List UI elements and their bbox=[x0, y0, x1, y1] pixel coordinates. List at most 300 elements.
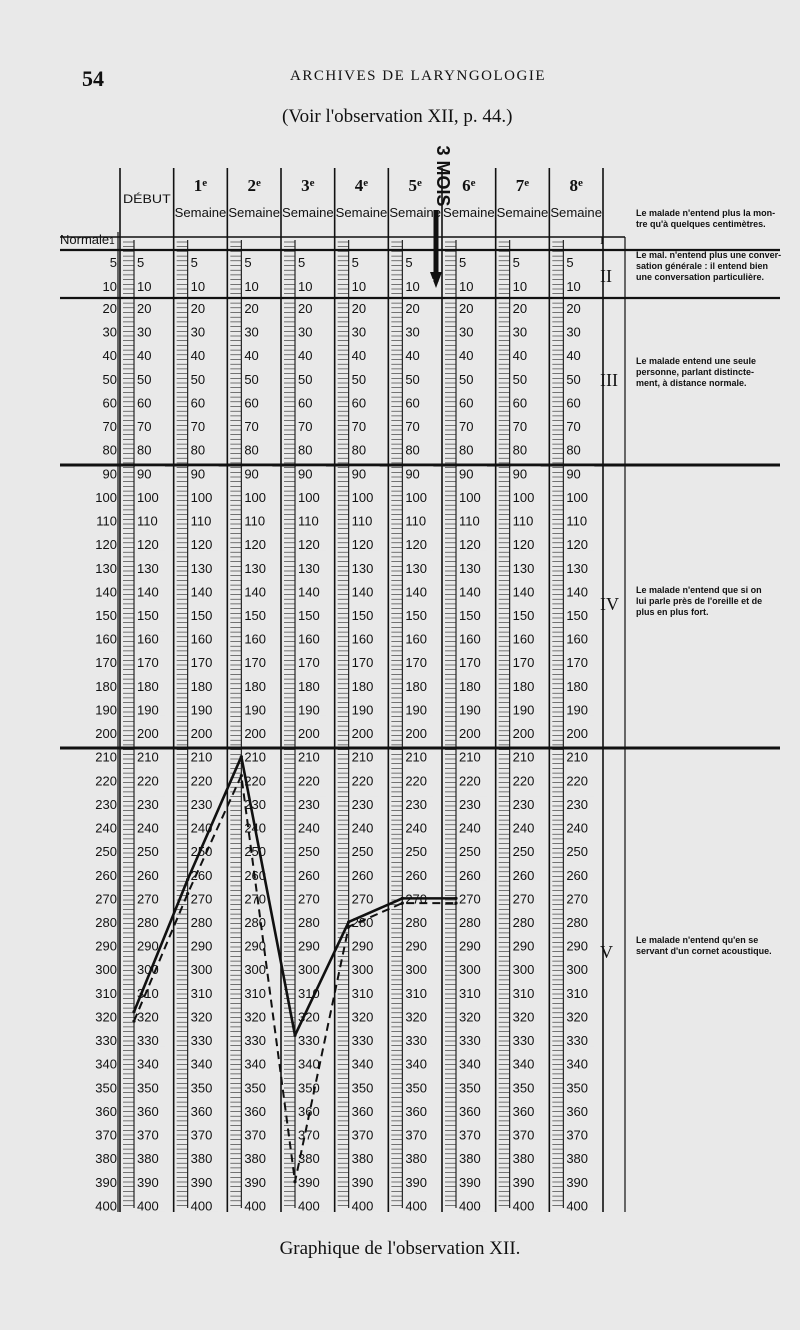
scale-value: 380 bbox=[244, 1151, 267, 1167]
scale-value: 30 bbox=[137, 324, 152, 340]
scale-value: 220 bbox=[351, 773, 374, 789]
scale-value: 280 bbox=[351, 914, 374, 930]
scale-value: 360 bbox=[244, 1103, 267, 1119]
scale-value: 270 bbox=[351, 891, 374, 907]
scale-value: 330 bbox=[137, 1033, 159, 1049]
data-point bbox=[293, 1034, 296, 1037]
scale-value: 400 bbox=[566, 1198, 589, 1214]
scale-value: 30 bbox=[512, 324, 528, 340]
scale-value: 180 bbox=[459, 678, 481, 694]
scale-value: 150 bbox=[190, 607, 213, 623]
scale-value: 290 bbox=[566, 938, 589, 954]
scale-value: 90 bbox=[244, 466, 259, 482]
scale-value: 280 bbox=[512, 914, 535, 930]
scale-value: 290 bbox=[405, 938, 428, 954]
scale-value: 250 bbox=[512, 844, 535, 860]
scale-value: 370 bbox=[137, 1127, 159, 1143]
scale-value: 390 bbox=[190, 1174, 213, 1190]
scale-value: 380 bbox=[459, 1151, 481, 1167]
grade-text: plus en plus fort. bbox=[636, 607, 709, 617]
reference-note: (Voir l'observation XII, p. 44.) bbox=[282, 106, 513, 127]
column-number: 4e bbox=[354, 176, 369, 195]
scale-value: 360 bbox=[566, 1103, 589, 1119]
scale-value: 370 bbox=[566, 1127, 589, 1143]
column-number: 5e bbox=[408, 176, 422, 195]
scale-value: 100 bbox=[459, 489, 481, 505]
scale-value: 30 bbox=[566, 324, 581, 340]
row-label: 350 bbox=[95, 1080, 117, 1096]
scale-value: 260 bbox=[244, 867, 267, 883]
scale-value: 180 bbox=[190, 678, 213, 694]
scale-value: 300 bbox=[459, 962, 481, 978]
marker-label: 3 MOIS bbox=[433, 145, 453, 207]
data-point bbox=[240, 774, 243, 777]
scale-value: 150 bbox=[137, 607, 159, 623]
scale-value: 60 bbox=[405, 395, 420, 411]
scale-value: 390 bbox=[459, 1174, 481, 1190]
scale-value: 130 bbox=[512, 560, 535, 576]
scale-value: 90 bbox=[405, 466, 420, 482]
scale-value: 80 bbox=[512, 442, 528, 458]
scale-value: 370 bbox=[244, 1127, 267, 1143]
row-label: 20 bbox=[102, 301, 117, 316]
scale-value: 170 bbox=[405, 655, 428, 671]
scale-value: 100 bbox=[298, 489, 320, 505]
scale-value: 340 bbox=[459, 1056, 481, 1072]
grade-text: Le mal. n'entend plus une conver- bbox=[636, 250, 782, 260]
scale-value: 330 bbox=[190, 1033, 213, 1049]
scale-value: 300 bbox=[298, 962, 320, 978]
scale-value: 230 bbox=[190, 796, 213, 812]
scale-value: 130 bbox=[298, 560, 320, 576]
scale-value: 300 bbox=[405, 962, 428, 978]
scale-value: 10 bbox=[405, 279, 420, 294]
scale-value: 180 bbox=[405, 678, 428, 694]
scale-value: 320 bbox=[298, 1009, 320, 1025]
grade-note bbox=[600, 250, 781, 286]
scale-value: 350 bbox=[190, 1080, 213, 1096]
row-label: 150 bbox=[95, 607, 117, 623]
scale-value: 320 bbox=[512, 1009, 535, 1025]
scale-value: 250 bbox=[459, 844, 481, 860]
scale-value: 120 bbox=[512, 537, 535, 553]
scale-value: 20 bbox=[351, 301, 367, 316]
scale-value: 380 bbox=[190, 1151, 213, 1167]
scale-value: 360 bbox=[137, 1103, 159, 1119]
grade-text: ment, à distance normale. bbox=[636, 378, 747, 388]
scale-value: 330 bbox=[351, 1033, 374, 1049]
scale-value: 180 bbox=[566, 678, 589, 694]
scale-value: 300 bbox=[137, 962, 159, 978]
row-label: 60 bbox=[102, 395, 117, 411]
scale-value: 40 bbox=[190, 348, 206, 364]
scale-value: 290 bbox=[351, 938, 374, 954]
scale-value: 80 bbox=[244, 442, 259, 458]
scale-value: 290 bbox=[459, 938, 481, 954]
scale-value: 380 bbox=[512, 1151, 535, 1167]
scale-value: 20 bbox=[566, 301, 581, 316]
week-scale bbox=[552, 240, 594, 1213]
scale-value: 30 bbox=[298, 324, 313, 340]
scale-value: 40 bbox=[566, 348, 581, 364]
row-label: 110 bbox=[96, 513, 117, 529]
row-label: 280 bbox=[95, 914, 117, 930]
scale-value: 230 bbox=[405, 796, 428, 812]
scale-value: 240 bbox=[137, 820, 159, 836]
scale-value: 20 bbox=[512, 301, 528, 316]
scale-value: 60 bbox=[566, 395, 581, 411]
scale-value: 300 bbox=[566, 962, 589, 978]
scale-value: 270 bbox=[459, 891, 481, 907]
scale-value: 360 bbox=[405, 1103, 428, 1119]
scale-value: 170 bbox=[298, 655, 320, 671]
scale-value: 170 bbox=[244, 655, 267, 671]
grade-numeral: V bbox=[600, 942, 613, 962]
scale-value: 190 bbox=[512, 702, 535, 718]
scale-value: 50 bbox=[512, 371, 528, 387]
scale-value: 400 bbox=[244, 1198, 267, 1214]
scale-value: 110 bbox=[566, 513, 588, 529]
grade-annotations bbox=[600, 208, 781, 962]
scale-value: 350 bbox=[298, 1080, 320, 1096]
scale-value: 160 bbox=[190, 631, 213, 647]
scale-value: 120 bbox=[351, 537, 374, 553]
scale-value: 400 bbox=[137, 1198, 159, 1214]
row-label: 140 bbox=[95, 584, 117, 600]
scale-value: 240 bbox=[298, 820, 320, 836]
scale-value: 400 bbox=[351, 1198, 374, 1214]
scale-value: 120 bbox=[298, 537, 320, 553]
scale-value: 180 bbox=[298, 678, 320, 694]
scale-value: 110 bbox=[459, 513, 480, 529]
scale-value: 90 bbox=[566, 466, 581, 482]
scale-value: 30 bbox=[405, 324, 420, 340]
column-label: DÉBUT bbox=[123, 192, 164, 206]
scale-value: 220 bbox=[244, 773, 267, 789]
scale-value: 250 bbox=[190, 844, 213, 860]
scale-value: 250 bbox=[244, 844, 267, 860]
row-label: 210 bbox=[95, 749, 117, 765]
row-label: 90 bbox=[102, 466, 117, 482]
scale-value: 90 bbox=[351, 466, 367, 482]
grade-text: personne, parlant distincte- bbox=[636, 367, 755, 377]
scale-value: 240 bbox=[351, 820, 374, 836]
scale-value: 180 bbox=[351, 678, 374, 694]
scale-value: 370 bbox=[512, 1127, 535, 1143]
scale-value: 10 bbox=[459, 279, 474, 294]
scale-value: 380 bbox=[298, 1151, 320, 1167]
grade-note bbox=[600, 585, 762, 617]
scale-value: 10 bbox=[512, 279, 528, 294]
scale-value: 310 bbox=[298, 985, 320, 1001]
scale-value: 310 bbox=[190, 985, 213, 1001]
scale-value: 210 bbox=[512, 749, 535, 765]
scale-value: 260 bbox=[351, 867, 374, 883]
scale-value: 360 bbox=[190, 1103, 213, 1119]
scale-value: 130 bbox=[137, 560, 159, 576]
data-point bbox=[454, 901, 457, 904]
scale-value: 20 bbox=[190, 301, 206, 316]
scale-value: 10 bbox=[137, 279, 152, 294]
scale-value: 210 bbox=[566, 749, 589, 765]
scale-value: 220 bbox=[190, 773, 213, 789]
scale-value: 220 bbox=[405, 773, 428, 789]
scale-value: 310 bbox=[459, 985, 481, 1001]
scale-value: 260 bbox=[298, 867, 320, 883]
scale-value: 90 bbox=[459, 466, 474, 482]
week-scale bbox=[499, 240, 541, 1213]
page-number: 54 bbox=[82, 66, 104, 91]
scale-value: 110 bbox=[190, 513, 212, 529]
data-point bbox=[401, 897, 404, 900]
scale-value: 400 bbox=[512, 1198, 535, 1214]
scale-value: 360 bbox=[512, 1103, 535, 1119]
scale-value: 140 bbox=[298, 584, 320, 600]
scale-value: 360 bbox=[351, 1103, 374, 1119]
row-label: 230 bbox=[95, 796, 117, 812]
scale-value: 10 bbox=[244, 279, 259, 294]
scale-value: 90 bbox=[137, 466, 152, 482]
scale-value: 340 bbox=[137, 1056, 159, 1072]
scale-value: 100 bbox=[244, 489, 267, 505]
row-label: 400 bbox=[95, 1198, 117, 1214]
scale-value: 230 bbox=[298, 796, 320, 812]
column-number: 1e bbox=[193, 176, 208, 195]
scale-value: 240 bbox=[190, 820, 213, 836]
column-number: 8e bbox=[569, 176, 583, 195]
week-scale bbox=[338, 240, 380, 1213]
scale-value: 240 bbox=[512, 820, 535, 836]
grade-text: servant d'un cornet acoustique. bbox=[636, 946, 772, 956]
scale-value: 20 bbox=[459, 301, 474, 316]
scale-value: 80 bbox=[459, 442, 474, 458]
scale-value: 260 bbox=[137, 867, 159, 883]
grade-text: Le malade n'entend qu'en se bbox=[636, 935, 759, 945]
data-point bbox=[293, 1180, 296, 1183]
scale-value: 70 bbox=[351, 419, 367, 435]
scale-value: 260 bbox=[405, 867, 428, 883]
scale-value: 190 bbox=[405, 702, 428, 718]
row-label: 160 bbox=[95, 631, 117, 647]
scale-value: 5 bbox=[566, 255, 574, 270]
scale-value: 50 bbox=[459, 371, 474, 387]
row-label: 250 bbox=[95, 844, 117, 860]
scale-value: 140 bbox=[351, 584, 374, 600]
row-label: 290 bbox=[95, 938, 117, 954]
scale-value: 5 bbox=[405, 255, 413, 270]
scale-value: 110 bbox=[298, 513, 319, 529]
scale-value: 170 bbox=[137, 655, 159, 671]
scale-value: 210 bbox=[405, 749, 428, 765]
scale-value: 100 bbox=[137, 489, 159, 505]
scale-value: 5 bbox=[351, 255, 359, 270]
scale-value: 5 bbox=[459, 255, 467, 270]
scale-value: 250 bbox=[351, 844, 374, 860]
scale-value: 140 bbox=[244, 584, 267, 600]
scale-value: 240 bbox=[566, 820, 589, 836]
scale-value: 50 bbox=[244, 371, 259, 387]
scale-value: 370 bbox=[351, 1127, 374, 1143]
scale-value: 310 bbox=[351, 985, 374, 1001]
scale-value: 310 bbox=[512, 985, 535, 1001]
row-label: 10 bbox=[102, 279, 117, 294]
scale-value: 150 bbox=[351, 607, 374, 623]
scale-value: 240 bbox=[405, 820, 428, 836]
scale-value: 320 bbox=[244, 1009, 267, 1025]
scale-value: 210 bbox=[351, 749, 374, 765]
scale-value: 290 bbox=[298, 938, 320, 954]
column-label: Semaine bbox=[443, 205, 495, 220]
scale-value: 220 bbox=[459, 773, 481, 789]
scale-value: 150 bbox=[405, 607, 428, 623]
row-label: 120 bbox=[95, 537, 117, 553]
grade-numeral: III bbox=[600, 370, 618, 390]
scale-value: 350 bbox=[405, 1080, 428, 1096]
column-label: Semaine bbox=[228, 205, 280, 220]
scale-value: 190 bbox=[351, 702, 374, 718]
scale-value: 340 bbox=[512, 1056, 535, 1072]
scale-value: 120 bbox=[405, 537, 428, 553]
column-label: Semaine bbox=[174, 205, 227, 220]
scale-value: 210 bbox=[137, 749, 159, 765]
row-label: 200 bbox=[95, 726, 117, 742]
scale-value: 370 bbox=[190, 1127, 213, 1143]
scale-value: 60 bbox=[190, 395, 206, 411]
scale-value: 360 bbox=[459, 1103, 481, 1119]
row-label: 320 bbox=[95, 1009, 117, 1025]
scale-value: 390 bbox=[298, 1174, 320, 1190]
scale-value: 160 bbox=[137, 631, 159, 647]
scale-value: 40 bbox=[244, 348, 259, 364]
scale-value: 110 bbox=[244, 513, 266, 529]
scale-value: 110 bbox=[351, 513, 373, 529]
scale-value: 160 bbox=[459, 631, 481, 647]
scale-value: 120 bbox=[244, 537, 267, 553]
scale-value: 300 bbox=[351, 962, 374, 978]
scale-value: 310 bbox=[566, 985, 589, 1001]
column-number: 2e bbox=[247, 176, 261, 195]
row-labels bbox=[60, 232, 117, 1213]
scale-value: 100 bbox=[405, 489, 428, 505]
scale-value: 210 bbox=[244, 749, 267, 765]
scale-value: 150 bbox=[459, 607, 481, 623]
scale-value: 160 bbox=[512, 631, 535, 647]
scale-value: 60 bbox=[512, 395, 528, 411]
scale-value: 50 bbox=[137, 371, 152, 387]
scale-value: 270 bbox=[137, 891, 159, 907]
scale-value: 80 bbox=[298, 442, 313, 458]
scale-value: 40 bbox=[459, 348, 474, 364]
scale-value: 60 bbox=[351, 395, 367, 411]
scale-value: 10 bbox=[351, 279, 367, 294]
scale-value: 70 bbox=[244, 419, 259, 435]
row-label: 360 bbox=[95, 1103, 117, 1119]
scale-value: 390 bbox=[351, 1174, 374, 1190]
week-scale bbox=[177, 240, 219, 1213]
scale-value: 360 bbox=[298, 1103, 320, 1119]
row-label: 100 bbox=[95, 489, 117, 505]
scale-value: 350 bbox=[137, 1080, 159, 1096]
scale-value: 230 bbox=[566, 796, 589, 812]
scale-value: 310 bbox=[405, 985, 428, 1001]
scale-value: 320 bbox=[190, 1009, 213, 1025]
scale-value: 60 bbox=[459, 395, 474, 411]
scale-value: 190 bbox=[137, 702, 159, 718]
scale-value: 270 bbox=[190, 891, 213, 907]
scale-value: 270 bbox=[566, 891, 589, 907]
scale-value: 300 bbox=[244, 962, 267, 978]
scale-value: 50 bbox=[405, 371, 420, 387]
scale-value: 5 bbox=[244, 255, 252, 270]
data-point bbox=[401, 901, 404, 904]
scale-value: 290 bbox=[190, 938, 213, 954]
scale-value: 390 bbox=[405, 1174, 428, 1190]
row-label: 70 bbox=[102, 419, 117, 435]
row-label: 340 bbox=[95, 1056, 117, 1072]
scale-value: 380 bbox=[405, 1151, 428, 1167]
scale-value: 370 bbox=[405, 1127, 428, 1143]
scale-value: 280 bbox=[405, 914, 428, 930]
scale-value: 190 bbox=[459, 702, 481, 718]
scale-value: 150 bbox=[512, 607, 535, 623]
scale-value: 50 bbox=[351, 371, 367, 387]
data-point bbox=[186, 892, 189, 895]
scale-value: 120 bbox=[137, 537, 159, 553]
chart-caption: Graphique de l'observation XII. bbox=[279, 1238, 521, 1259]
week-scale bbox=[391, 240, 433, 1213]
data-point bbox=[132, 1010, 135, 1013]
scale-value: 100 bbox=[566, 489, 589, 505]
scale-value: 270 bbox=[298, 891, 320, 907]
column-number: 6e bbox=[462, 176, 476, 195]
row-label: 370 bbox=[95, 1127, 117, 1143]
scale-value: 260 bbox=[512, 867, 535, 883]
scale-value: 10 bbox=[566, 279, 581, 294]
scale-value: 90 bbox=[298, 466, 313, 482]
scale-value: 240 bbox=[459, 820, 481, 836]
scale-value: 120 bbox=[459, 537, 481, 553]
scale-value: 130 bbox=[405, 560, 428, 576]
scale-value: 130 bbox=[459, 560, 481, 576]
running-head: ARCHIVES DE LARYNGOLOGIE bbox=[290, 68, 546, 84]
scale-value: 280 bbox=[459, 914, 481, 930]
grade-numeral: IV bbox=[600, 594, 619, 614]
row-label: 310 bbox=[95, 985, 117, 1001]
scale-value: 140 bbox=[190, 584, 213, 600]
scale-value: 100 bbox=[190, 489, 213, 505]
scale-value: 30 bbox=[459, 324, 474, 340]
scale-value: 40 bbox=[137, 348, 152, 364]
grade-text: sation générale : il entend bien bbox=[636, 261, 769, 271]
data-point bbox=[240, 755, 243, 758]
column-number: 3e bbox=[301, 176, 315, 195]
scale-value: 30 bbox=[244, 324, 259, 340]
scale-value: 120 bbox=[190, 537, 213, 553]
scale-value: 40 bbox=[512, 348, 528, 364]
row-label: 30 bbox=[102, 324, 117, 340]
scale-value: 110 bbox=[512, 513, 534, 529]
scale-value: 300 bbox=[190, 962, 213, 978]
row-label: 380 bbox=[95, 1151, 117, 1167]
scale-value: 170 bbox=[459, 655, 481, 671]
scale-value: 350 bbox=[566, 1080, 589, 1096]
scale-value: 390 bbox=[137, 1174, 159, 1190]
scale-value: 380 bbox=[137, 1151, 159, 1167]
row-label: 50 bbox=[102, 371, 117, 387]
scale-value: 290 bbox=[512, 938, 535, 954]
scale-value: 30 bbox=[190, 324, 206, 340]
grade-note bbox=[600, 935, 772, 962]
